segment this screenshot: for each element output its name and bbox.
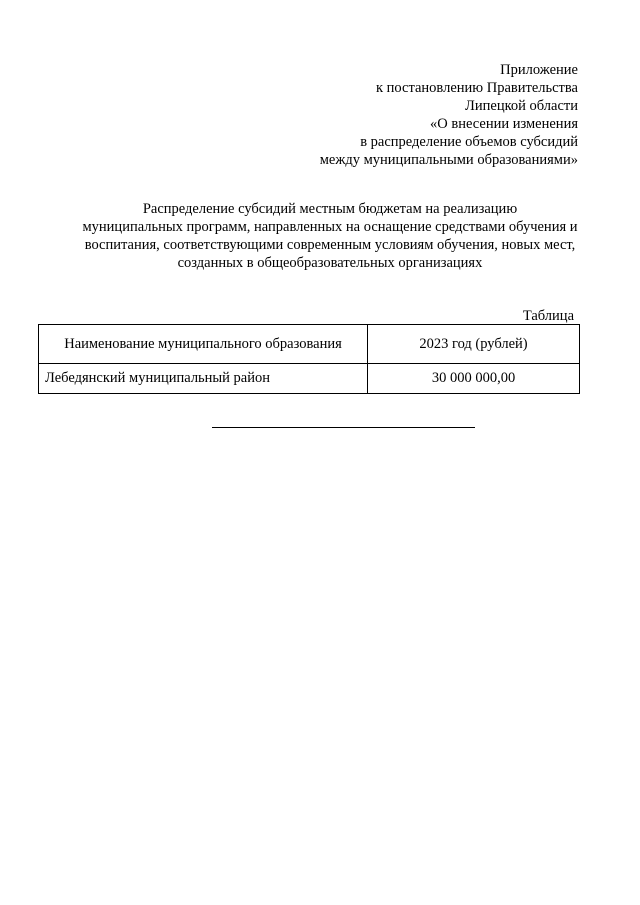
title-line: Распределение субсидий местным бюджетам на реализацию: [142, 201, 518, 217]
cell-municipality: Лебедянский муниципальный район: [39, 364, 368, 394]
appendix-line: Липецкой области: [465, 98, 578, 114]
title-line: муниципальных программ, направленных на оснащение средствами обучения и: [82, 219, 578, 235]
table-header-row: [39, 325, 580, 364]
header-municipality: Наименование муниципального образования: [39, 325, 368, 364]
title-line: воспитания, соответствующими современным условиям обучения, новых мест,: [84, 237, 576, 253]
appendix-block: [320, 61, 578, 169]
appendix-line: между муниципальными образованиями»: [319, 152, 578, 168]
appendix-line: к постановлению Правительства: [376, 80, 578, 96]
header-amount: 2023 год (рублей): [368, 325, 580, 364]
document-title: [40, 200, 620, 272]
appendix-line: «О внесении изменения: [430, 116, 578, 132]
table-caption: Таблица: [522, 308, 574, 324]
cell-amount: 30 000 000,00: [368, 364, 580, 394]
appendix-line: в распределение объемов субсидий: [360, 134, 578, 150]
subsidy-table: [38, 324, 580, 394]
title-line: созданных в общеобразовательных организациях: [177, 255, 483, 271]
table-row: [39, 364, 580, 394]
appendix-line: Приложение: [500, 62, 578, 78]
end-divider: [212, 427, 475, 428]
